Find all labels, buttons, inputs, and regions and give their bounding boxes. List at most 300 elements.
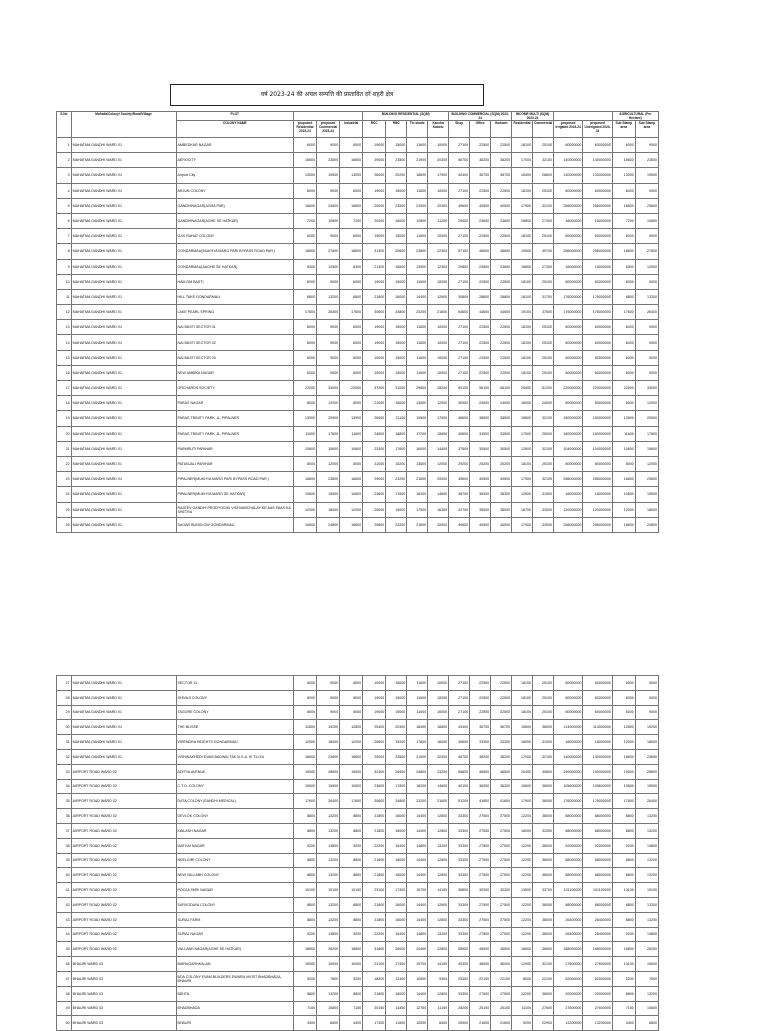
colony-cell: GAS RAHAT COLONY [176,229,293,244]
rate-cell: 6000 [612,138,635,153]
rate-cell: 28600 [533,168,554,183]
rate-cell: 15000 [386,183,407,198]
rate-cell: 60000000 [583,676,612,691]
rate-cell: 14400 [407,853,428,868]
rate-cell: 20000 [428,517,449,532]
rate-cell: 16000 [386,853,407,868]
rate-cell: 28800 [491,289,512,304]
rate-cell: 13200 [428,838,449,853]
ward-cell: MAHATMA GANDHI WARD 01 [71,472,176,487]
colony-cell: BHAURI [176,1016,293,1031]
rate-cell: 11600 [612,426,635,441]
header-col: proposed Commercial 2023-24 [317,121,340,138]
rate-cell: 10000 [428,229,449,244]
table-row [57,779,659,794]
rate-cell: 33300 [470,735,491,750]
rate-cell: 49600 [449,198,470,213]
rate-cell: 13200 [635,809,658,824]
rate-cell: 12000 [428,456,449,471]
rate-cell: 16000000 [554,487,583,502]
table-row [57,335,659,350]
rate-cell: 26400 [386,764,407,779]
rate-cell: 18000 [635,502,658,517]
rate-cell: 21800 [363,897,386,912]
rate-cell: 20000 [428,472,449,487]
rate-cell: 60000000 [583,183,612,198]
serial-cell: 32 [57,749,72,764]
rate-cell: 190000000 [554,764,583,779]
rate-cell: 32100 [533,198,554,213]
rate-cell: 33300 [449,868,470,883]
header-col: Godown [491,121,512,138]
rate-cell: 13200 [317,289,340,304]
rate-cell: 9000 [635,350,658,365]
rate-cell: 16000000 [554,259,583,274]
header-col: proposed Residential 2023-24 [293,121,316,138]
rate-cell: 32100 [533,749,554,764]
rate-cell: 8000 [340,456,363,471]
rate-cell: 32400 [363,764,386,779]
ward-cell: MAHATMA GANDHI WARD 01 [71,517,176,532]
rate-cell: 13200 [635,853,658,868]
rate-cell: 16800 [428,720,449,735]
rate-cell: 6000 [612,183,635,198]
rate-cell: 15600 [428,426,449,441]
rate-cell: 11600 [407,676,428,691]
rate-cell: 21300 [363,259,386,274]
rate-cell: 23200 [407,794,428,809]
rate-cell: 42700 [449,502,470,517]
rate-cell: 27100 [449,138,470,153]
rate-cell: 8800 [612,986,635,1001]
rate-cell: 7200 [340,213,363,228]
ward-cell: MAHATMA GANDHI WARD 01 [71,426,176,441]
header-col: Tin shade [407,121,428,138]
rate-cell: 27300 [533,213,554,228]
rate-cell: 16000 [407,441,428,456]
rate-cell: 36300 [491,779,512,794]
serial-cell: 11 [57,289,72,304]
rate-cell: 6000 [612,350,635,365]
rate-cell: 16600 [293,198,316,213]
rate-cell: 12200 [512,897,533,912]
rate-cell: 33700 [533,883,554,898]
ward-cell: AIRPORT ROAD WARD 02 [71,823,176,838]
colony-cell: THE BLISSE [176,720,293,735]
rate-cell: 16600 [612,472,635,487]
rate-cell: 15900 [635,487,658,502]
rate-cell: 19000 [612,764,635,779]
rate-cell: 13200 [428,927,449,942]
colony-cell: DATA COLONY(GANDHI MEDICAL) [176,794,293,809]
rate-cell: 16000 [428,735,449,750]
rate-cell: 8800 [293,289,316,304]
rate-cell: 16000000 [583,735,612,750]
rate-cell: 22900 [533,1016,554,1031]
rate-cell: 21600 [407,472,428,487]
rate-cell: 55900 [449,942,470,957]
rate-cell: 15700 [407,883,428,898]
rate-cell: 6000 [340,274,363,289]
rate-cell: 27100 [449,705,470,720]
serial-cell: 20 [57,426,72,441]
rate-cell: 12000 [293,502,316,517]
rate-cell: 21000 [363,456,386,471]
serial-cell: 24 [57,487,72,502]
rate-cell: 8000 [612,456,635,471]
rate-cell: 41800 [491,794,512,809]
rate-cell: 31500 [533,487,554,502]
rate-cell: 20300 [428,198,449,213]
rate-cell: 9000 [635,690,658,705]
rate-cell: 25600 [386,244,407,259]
rate-cell: 9200 [612,838,635,853]
serial-cell: 48 [57,986,72,1001]
rate-cell: 13800 [635,927,658,942]
rate-cell: 29000 [363,198,386,213]
rate-cell: 24000 [533,396,554,411]
rate-cell: 12000 [340,735,363,750]
rate-cell: 33300 [449,823,470,838]
rate-cell: 21600 [491,1016,512,1031]
rate-cell: 33300 [449,809,470,824]
table-row [57,794,659,809]
rate-cell: 9000 [317,705,340,720]
rate-cell: 12800 [428,809,449,824]
rate-cell: 22100 [533,971,554,986]
colony-cell: NAI BASTI SECTOR 01 [176,320,293,335]
table-row [57,472,659,487]
table-row [57,897,659,912]
rate-cell: 7150 [294,1001,317,1016]
rate-cell: 27100 [449,676,470,691]
rate-cell: 88000000 [554,823,583,838]
rate-cell: 17600 [340,305,363,320]
rate-cell: 10100 [340,883,363,898]
rate-cell: 9200 [294,838,317,853]
rate-cell: 28800 [635,764,658,779]
rate-cell: 16000000 [554,213,583,228]
rate-cell: 33000 [635,381,658,396]
rate-cell: 21600 [428,305,449,320]
serial-cell: 49 [57,1001,72,1016]
rate-cell: 19000 [363,320,386,335]
rate-cell: 9200 [340,927,363,942]
rate-cell: 10600 [340,487,363,502]
rate-cell: 20900 [317,411,340,426]
rate-cell: 27500 [470,853,491,868]
rate-cell: 6000 [340,335,363,350]
rate-cell: 16600 [612,749,635,764]
rate-cell: 16100 [512,289,533,304]
rate-cell: 19000 [363,183,386,198]
rate-cell: 19100 [512,305,533,320]
rate-cell: 10000 [428,690,449,705]
colony-cell: GANDHINAGAR(AGHA PAR) [176,198,293,213]
rate-cell: 60000000 [583,365,612,380]
rate-cell: 22500 [470,320,491,335]
rate-cell: 30300 [470,883,491,898]
rate-cell: 24600 [363,426,386,441]
serial-cell: 16 [57,365,72,380]
header-col: Sub Stamp area [612,121,635,138]
rate-cell: 22300 [428,244,449,259]
rate-cell: 38000 [533,927,554,942]
rate-cell: 256000000 [554,472,583,487]
rate-cell: 38000 [533,986,554,1001]
rate-cell: 25100 [533,690,554,705]
rate-cell: 12000 [317,396,340,411]
rate-cell: 16000 [386,897,407,912]
rate-cell: 9000 [635,274,658,289]
rate-cell: 15700 [407,957,428,972]
rate-cell: 6000 [340,350,363,365]
colony-cell: BHADBHADA [176,1001,293,1016]
rate-cell: 37600 [533,305,554,320]
rate-cell: 8000 [293,396,316,411]
colony-cell: HAM DM BASTI [176,274,293,289]
rate-cell: 140000000 [554,749,583,764]
rate-cell: 27500 [470,912,491,927]
rate-cell: 8800 [612,853,635,868]
rate-cell: 23600 [363,487,386,502]
rate-cell: 10000 [428,705,449,720]
colony-cell: KAILASH NAGAR [176,823,293,838]
rate-cell: 33300 [449,853,470,868]
header-col: Shop [449,121,470,138]
rate-cell: 19000 [340,764,363,779]
rate-cell: 9000 [317,690,340,705]
rate-cell: 27600000 [554,957,583,972]
ward-cell: BHAURI WARD 03 [71,971,176,986]
rate-cell: 22500 [491,274,512,289]
ward-cell: AIRPORT ROAD WARD 02 [71,927,176,942]
rate-cell: 8800 [612,823,635,838]
rate-cell: 15000 [386,138,407,153]
rate-cell: 17900 [512,794,533,809]
table-row [57,927,659,942]
rate-cell: 7200 [293,213,316,228]
rate-cell: 21600 [470,1016,491,1031]
rate-cell: 188000000 [583,942,612,957]
rate-cell: 23600 [470,213,491,228]
colony-cell: SURAJ NAGAR [176,927,293,942]
rate-cell: 17200 [407,426,428,441]
rate-cell: 16000 [386,823,407,838]
rate-cell: 10600 [340,441,363,456]
rate-cell: 38500 [491,411,512,426]
rate-cell: 15000 [317,957,340,972]
rate-cell: 88000000 [583,809,612,824]
rate-cell: 12900 [512,957,533,972]
rate-cell: 27600 [533,1001,554,1016]
rate-cell: 60000000 [583,138,612,153]
rate-cell: 32000 [533,823,554,838]
rate-cell: 22500 [470,229,491,244]
rate-cell: 29800 [363,517,386,532]
rate-cell: 8800 [340,809,363,824]
rate-cell: 25100 [533,456,554,471]
rate-cell: 20000000 [554,986,583,1001]
rate-cell: 60000000 [583,350,612,365]
rate-cell: 15200 [386,456,407,471]
rate-cell: 27500 [470,927,491,942]
colony-cell: ADITYA AVENUE [176,764,293,779]
rate-cell: 190000000 [583,764,612,779]
ward-cell: MAHATMA GANDHI WARD 01 [71,735,176,750]
rate-cell: 12800 [407,213,428,228]
table-row [57,320,659,335]
rate-cell: 188000000 [554,942,583,957]
serial-cell: 15 [57,350,72,365]
ward-cell: MAHATMA GANDHI WARD 01 [71,441,176,456]
rate-cell: 26000 [363,168,386,183]
rate-cell: 14400 [407,868,428,883]
rate-cell: 15400 [512,168,533,183]
ward-cell: MAHATMA GANDHI WARD 01 [71,305,176,320]
ward-cell: MAHATMA GANDHI WARD 01 [71,274,176,289]
rate-cell: 17600 [340,794,363,809]
rate-cell: 27100 [449,320,470,335]
rate-cell: 10000 [407,1016,428,1031]
rate-cell: 18600 [512,411,533,426]
ward-cell: MAHATMA GANDHI WARD 01 [71,749,176,764]
header-ward: Mohalla/Colony/ Society/Road/Village [71,112,176,138]
ward-cell: MAHATMA GANDHI WARD 01 [71,213,176,228]
rate-cell: 8800 [612,912,635,927]
rate-cell: 120000000 [554,502,583,517]
rate-cell: 26000 [386,942,407,957]
header-sno: S.No [57,112,72,138]
rate-cell: 10800 [407,971,428,986]
rate-cell: 33300 [449,897,470,912]
colony-cell: GONDARMAU(AAGHE SE HATKAR) [176,259,293,274]
rate-cell: 33300 [449,986,470,1001]
colony-cell: AMBEDKAR NAGAR [176,138,293,153]
rate-cell: 17900 [407,502,428,517]
rate-cell: 25000 [363,502,386,517]
rate-cell: 27500 [491,809,512,824]
rate-cell: 15100 [635,883,658,898]
ward-cell: MAHATMA GANDHI WARD 01 [71,320,176,335]
rate-cell: 60000000 [554,138,583,153]
rate-cell: 24800 [635,517,658,532]
rate-cell: 22500 [470,138,491,153]
rate-cell: 7800 [635,971,658,986]
ward-cell: MAHATMA GANDHI WARD 01 [71,168,176,183]
rate-cell: 8000 [293,456,316,471]
rate-cell: 12200 [512,927,533,942]
rate-cell: 256000000 [583,198,612,213]
rate-cell: 104000000 [554,441,583,456]
rate-cell: 6000 [294,690,317,705]
rate-cell: 13900 [407,259,428,274]
rate-cell: 38200 [470,749,491,764]
rate-cell: 60000000 [554,229,583,244]
rate-cell: 88000000 [583,868,612,883]
rate-cell: 16000 [386,868,407,883]
rate-cell: 18100 [512,335,533,350]
document-title: वर्ष 2023-24 की अचल सम्पत्ति की प्रस्तावित दरें शहरी क्षेत्र [170,84,484,106]
rate-cell: 10000 [428,335,449,350]
rate-cell: 9000 [635,138,658,153]
colony-cell: PARMRUTI PARIHAR [176,441,293,456]
ward-cell: BHAURI WARD 03 [71,957,176,972]
rate-cell: 14400 [428,441,449,456]
rate-cell: 22500 [491,335,512,350]
rate-cell: 27500 [491,927,512,942]
ward-cell: MAHATMA GANDHI WARD 01 [71,411,176,426]
rate-cell: 92000000 [554,838,583,853]
rate-cell: 9200 [294,927,317,942]
rate-cell: 5200 [340,971,363,986]
rate-cell: 15000 [386,229,407,244]
rate-cell: 256000000 [583,517,612,532]
rate-cell: 13200 [317,912,340,927]
rate-cell: 9000 [635,365,658,380]
rate-cell: 7800 [317,971,340,986]
rate-cell: 140000000 [583,749,612,764]
colony-cell: GONDARMAU(MUKHYA MARG PAR/ BYPASS ROAD PAR ) [176,244,293,259]
serial-cell: 31 [57,735,72,750]
rate-cell: 21800 [363,853,386,868]
rate-cell: 15600 [512,720,533,735]
rate-cell: 10800 [317,213,340,228]
rate-cell: 23500 [386,749,407,764]
rate-cell: 13200000 [583,1016,612,1031]
rate-cell: 14400 [407,289,428,304]
rate-cell: 8800 [340,823,363,838]
ward-cell: AIRPORT ROAD WARD 02 [71,868,176,883]
rate-cell: 27100 [449,350,470,365]
header-col: Commercial [533,121,554,138]
rate-cell: 11600 [407,229,428,244]
rate-cell: 25400 [363,720,386,735]
rate-cell: 44600 [491,305,512,320]
rate-cell: 17900 [512,472,533,487]
rate-cell: 60000000 [554,320,583,335]
rate-cell: 6000 [293,335,316,350]
rate-cell: 15000 [386,365,407,380]
rate-cell: 16600 [612,517,635,532]
rate-cell: 25100 [533,320,554,335]
rate-cell: 13900 [612,411,635,426]
table-row [57,971,659,986]
rate-cell: 18000 [317,735,340,750]
rate-cell: 10600 [294,779,317,794]
rate-cell: 8800 [340,289,363,304]
rate-cell: 22100 [470,971,491,986]
rate-cell: 10000 [428,183,449,198]
table-row [57,986,659,1001]
rate-cell: 16600 [293,153,316,168]
rate-cell: 60000000 [554,676,583,691]
rate-cell: 6000 [340,320,363,335]
rate-cell: 25300 [449,971,470,986]
table-row [57,853,659,868]
rate-cell: 69100 [449,381,470,396]
rate-cell: 40600 [449,426,470,441]
serial-cell: 40 [57,868,72,883]
table-row [57,809,659,824]
rate-cell: 11100 [512,1001,533,1016]
rate-cell: 26400000 [583,912,612,927]
colony-cell: C.T.O. COLONY [176,779,293,794]
rate-cell: 160000000 [554,426,583,441]
colony-cell: PARAS TRINITY PARK -A- PIPALNER [176,411,293,426]
rate-cell: 24800 [386,794,407,809]
rate-cell: 21800 [363,912,386,927]
